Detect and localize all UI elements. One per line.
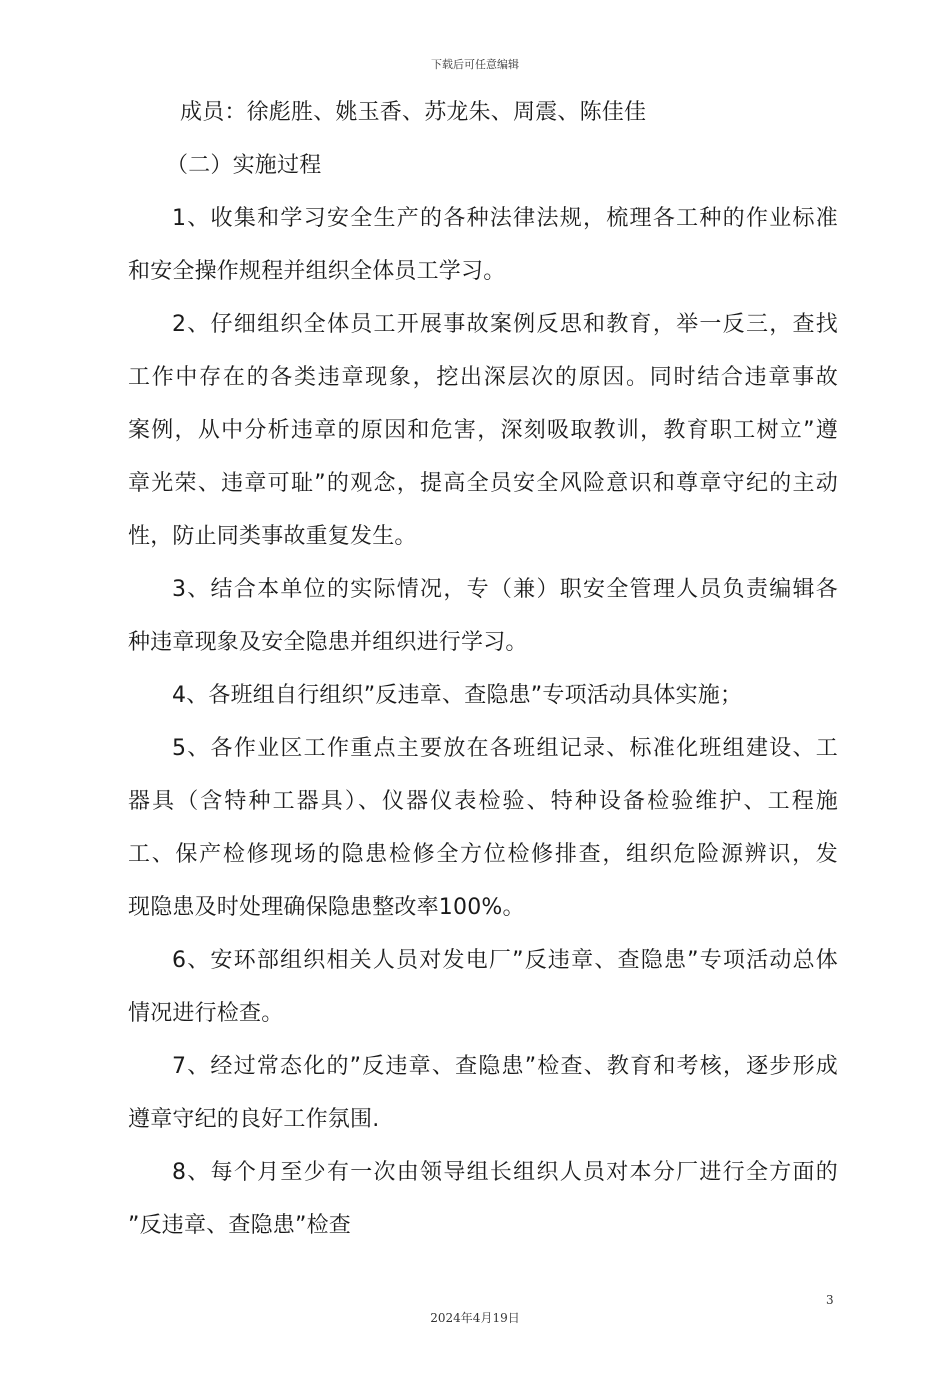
- paragraph-2-line-3: 案例，从中分析违章的原因和危害，深刻吸取教训，教育职工树立”遵: [128, 418, 838, 443]
- page-number: 3: [826, 1293, 834, 1307]
- paragraph-2-line-5: 性，防止同类事故重复发生。: [128, 524, 417, 549]
- paragraph-1-line-1: 1、收集和学习安全生产的各种法律法规，梳理各工种的作业标准: [172, 206, 838, 231]
- paragraph-8-line-1: 8、每个月至少有一次由领导组长组织人员对本分厂进行全方面的: [172, 1160, 838, 1185]
- paragraph-3-line-2: 种违章现象及安全隐患并组织进行学习。: [128, 630, 528, 655]
- paragraph-6-line-1: 6、安环部组织相关人员对发电厂”反违章、查隐患”专项活动总体: [172, 948, 838, 973]
- paragraph-2-line-2: 工作中存在的各类违章现象，挖出深层次的原因。同时结合违章事故: [128, 365, 838, 390]
- paragraph-4-line-1: 4、各班组自行组织”反违章、查隐患”专项活动具体实施；: [172, 683, 743, 708]
- paragraph-1-line-2: 和安全操作规程并组织全体员工学习。: [128, 259, 506, 284]
- paragraph-3-line-1: 3、结合本单位的实际情况，专（兼）职安全管理人员负责编辑各: [172, 577, 838, 602]
- page-header: 下载后可任意编辑: [431, 58, 519, 71]
- paragraph-8-line-2: ”反违章、查隐患”检查: [128, 1213, 351, 1238]
- paragraph-5-line-3: 工、保产检修现场的隐患检修全方位检修排查，组织危险源辨识，发: [128, 842, 838, 867]
- paragraph-7-line-2: 遵章守纪的良好工作氛围.: [128, 1107, 380, 1132]
- footer-date: 2024年4月19日: [430, 1311, 520, 1325]
- paragraph-2-line-1: 2、仔细组织全体员工开展事故案例反思和教育，举一反三，查找: [172, 312, 838, 337]
- paragraph-5-line-2: 器具（含特种工器具）、仪器仪表检验、特种设备检验维护、工程施: [128, 789, 838, 814]
- paragraph-5-line-4: 现隐患及时处理确保隐患整改率100%。: [128, 895, 525, 920]
- paragraph-5-line-1: 5、各作业区工作重点主要放在各班组记录、标准化班组建设、工: [172, 736, 838, 761]
- paragraph-6-line-2: 情况进行检查。: [128, 1001, 284, 1026]
- members-line: 成员：徐彪胜、姚玉香、苏龙朱、周震、陈佳佳: [180, 100, 647, 125]
- paragraph-2-line-4: 章光荣、违章可耻”的观念，提高全员安全风险意识和尊章守纪的主动: [128, 471, 838, 496]
- section-heading: （二）实施过程: [166, 153, 322, 178]
- document-body: [128, 86, 838, 1252]
- paragraph-7-line-1: 7、经过常态化的”反违章、查隐患”检查、教育和考核，逐步形成: [172, 1054, 838, 1079]
